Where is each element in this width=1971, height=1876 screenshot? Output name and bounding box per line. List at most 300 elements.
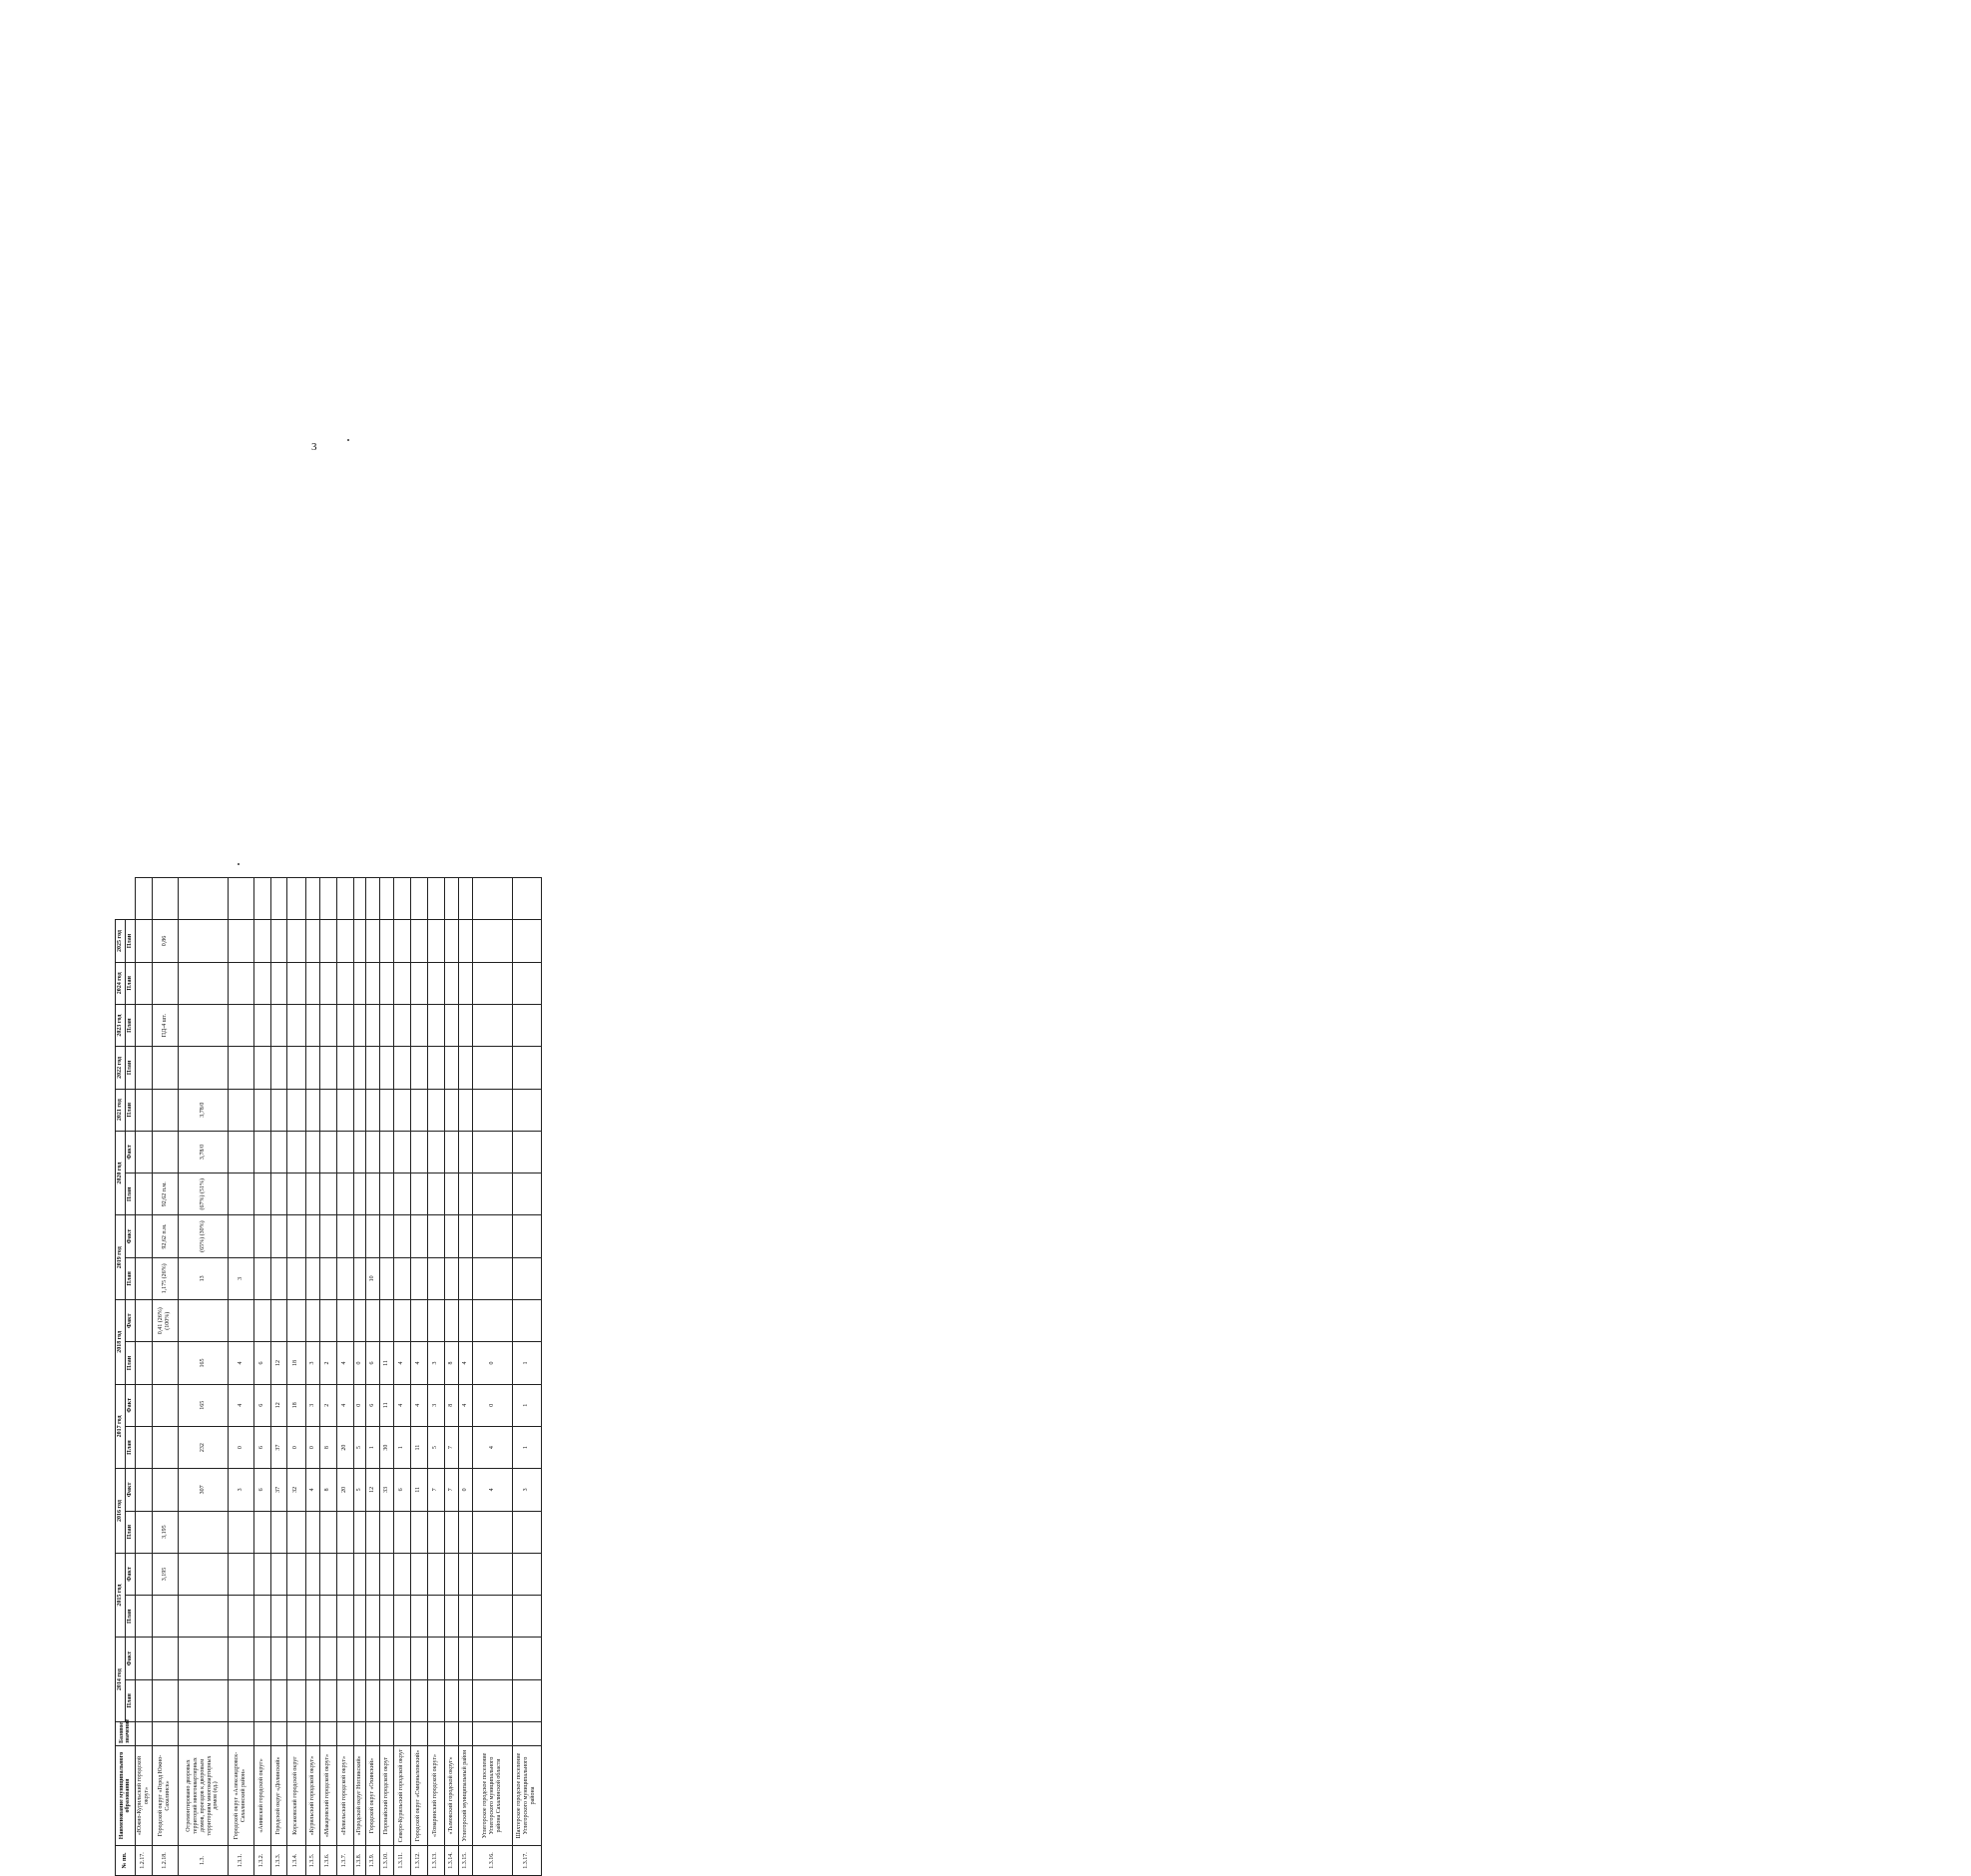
table-cell — [410, 962, 427, 1004]
table-cell — [336, 1638, 353, 1679]
table-cell: 12 — [365, 1469, 379, 1511]
row-name: Городской округ «Смирныховский» — [410, 1746, 427, 1846]
table-cell — [336, 1173, 353, 1215]
table-cell — [458, 1511, 472, 1553]
table-cell — [270, 1638, 286, 1679]
table-cell — [444, 962, 458, 1004]
table-cell — [135, 878, 152, 920]
table-cell — [393, 1004, 410, 1046]
table-cell — [365, 1679, 379, 1721]
row-number: 1.3.3. — [270, 1846, 286, 1876]
table-cell — [135, 1004, 152, 1046]
table-cell — [444, 1004, 458, 1046]
table-cell — [135, 920, 152, 962]
table-cell — [379, 1215, 393, 1257]
table-cell: 4 — [410, 1342, 427, 1384]
table-cell — [305, 1679, 319, 1721]
table-cell — [178, 1004, 228, 1046]
table-cell — [410, 1722, 427, 1746]
header-year: 2023 год — [116, 1004, 126, 1046]
table-cell — [393, 962, 410, 1004]
table-cell — [135, 1257, 152, 1299]
table-cell — [135, 1089, 152, 1131]
table-cell — [286, 1131, 305, 1172]
table-cell: 5 — [353, 1469, 365, 1511]
table-cell: 307 — [178, 1469, 228, 1511]
header-plan: План — [125, 1173, 135, 1215]
table-cell — [305, 1300, 319, 1342]
table-cell: (65%) (30%) — [178, 1215, 228, 1257]
table-cell — [270, 1089, 286, 1131]
table-cell — [427, 962, 444, 1004]
table-cell — [336, 1511, 353, 1553]
table-row — [472, 878, 512, 1876]
table-cell — [427, 1215, 444, 1257]
header-plan: План — [125, 1426, 135, 1468]
header-year: 2017 год — [116, 1384, 126, 1469]
table-cell — [135, 1426, 152, 1468]
table-cell — [427, 1047, 444, 1089]
row-number: 1.3.13. — [427, 1846, 444, 1876]
table-cell — [410, 1511, 427, 1553]
table-cell — [353, 1257, 365, 1299]
row-number: 1.3.9. — [365, 1846, 379, 1876]
row-number: 1.3.16. — [472, 1846, 512, 1876]
table-cell — [253, 962, 270, 1004]
table-cell — [393, 878, 410, 920]
table-cell — [512, 1300, 541, 1342]
table-cell: 8 — [319, 1469, 336, 1511]
table-cell: 4 — [472, 1426, 512, 1468]
table-cell — [305, 1089, 319, 1131]
table-row — [365, 878, 379, 1876]
table-cell — [286, 1215, 305, 1257]
table-cell: ПД-4 шт. — [152, 1004, 178, 1046]
table-cell: 10 — [365, 1257, 379, 1299]
table-cell — [458, 1553, 472, 1595]
table-cell — [353, 1638, 365, 1679]
table-cell — [152, 1342, 178, 1384]
header-year: 2014 год — [116, 1638, 126, 1722]
table-cell — [458, 1173, 472, 1215]
table-cell — [270, 1596, 286, 1638]
row-name: «Городской округ Ногликский» — [353, 1746, 365, 1846]
table-cell — [178, 1722, 228, 1746]
table-cell — [286, 1047, 305, 1089]
table-cell — [270, 1300, 286, 1342]
table-cell — [270, 878, 286, 920]
table-cell: 4 — [228, 1342, 253, 1384]
table-cell — [393, 1173, 410, 1215]
table-cell — [228, 1004, 253, 1046]
table-cell — [353, 1553, 365, 1595]
table-cell — [228, 878, 253, 920]
table-cell — [152, 1679, 178, 1721]
table-cell — [512, 920, 541, 962]
table-cell — [305, 1596, 319, 1638]
table-cell — [228, 1215, 253, 1257]
table-cell — [512, 1047, 541, 1089]
table-cell — [286, 1722, 305, 1746]
table-cell — [353, 1131, 365, 1172]
table-cell — [444, 1722, 458, 1746]
table-cell — [253, 1257, 270, 1299]
table-cell — [379, 962, 393, 1004]
table-cell — [472, 1596, 512, 1638]
table-cell — [319, 1638, 336, 1679]
table-cell — [512, 1004, 541, 1046]
table-cell — [410, 1004, 427, 1046]
table-cell — [319, 1553, 336, 1595]
row-number: 1.3.8. — [353, 1846, 365, 1876]
table-cell — [270, 1004, 286, 1046]
table-row — [410, 878, 427, 1876]
table-cell — [410, 1131, 427, 1172]
table-cell — [253, 1511, 270, 1553]
table-cell — [393, 1553, 410, 1595]
table-row — [353, 878, 365, 1876]
table-cell — [286, 1553, 305, 1595]
table-cell — [336, 1215, 353, 1257]
row-number: 1.3.5. — [305, 1846, 319, 1876]
table-cell — [427, 1300, 444, 1342]
table-cell — [286, 1089, 305, 1131]
table-cell — [253, 1131, 270, 1172]
table-cell — [410, 1047, 427, 1089]
table-cell: 3 — [305, 1342, 319, 1384]
table-cell — [458, 1722, 472, 1746]
table-cell — [228, 920, 253, 962]
table-cell — [458, 1257, 472, 1299]
table-cell — [410, 1679, 427, 1721]
table-cell — [458, 1300, 472, 1342]
table-cell — [305, 1004, 319, 1046]
table-cell — [135, 1638, 152, 1679]
table-cell: 11 — [410, 1426, 427, 1468]
table-row — [178, 878, 228, 1876]
table-cell — [365, 1047, 379, 1089]
table-cell — [228, 1596, 253, 1638]
table-cell — [393, 1089, 410, 1131]
table-cell — [178, 1553, 228, 1595]
table-cell — [270, 1173, 286, 1215]
table-cell — [178, 1047, 228, 1089]
table-cell — [319, 1679, 336, 1721]
table-cell — [410, 1553, 427, 1595]
row-number: 1.3.1. — [228, 1846, 253, 1876]
table-cell — [135, 1131, 152, 1172]
table-cell — [427, 1679, 444, 1721]
table-cell — [253, 1638, 270, 1679]
table-cell — [444, 920, 458, 962]
table-cell — [512, 1553, 541, 1595]
table-cell — [427, 1131, 444, 1172]
table-cell: 6 — [393, 1469, 410, 1511]
table-cell — [365, 1004, 379, 1046]
table-cell — [319, 1596, 336, 1638]
table-row — [135, 878, 152, 1876]
header-fact: Факт — [125, 1469, 135, 1511]
table-cell — [228, 1300, 253, 1342]
table-cell — [365, 920, 379, 962]
table-cell — [512, 1257, 541, 1299]
header-year: 2022 год — [116, 1047, 126, 1089]
row-number: 1.3.15. — [458, 1846, 472, 1876]
table-cell — [410, 878, 427, 920]
table-cell — [365, 1596, 379, 1638]
table-cell — [305, 1131, 319, 1172]
table-cell — [444, 1511, 458, 1553]
table-cell: 4 — [472, 1469, 512, 1511]
table-cell — [393, 1722, 410, 1746]
table-cell: 92,62 п.м. — [152, 1173, 178, 1215]
table-cell — [458, 878, 472, 920]
table-cell: 3 — [228, 1257, 253, 1299]
table-cell — [458, 1638, 472, 1679]
table-cell — [353, 1596, 365, 1638]
header-row-years — [116, 878, 126, 1876]
row-name: «Макаровский городской округ» — [319, 1746, 336, 1846]
table-cell — [178, 920, 228, 962]
table-cell — [336, 1004, 353, 1046]
table-cell — [410, 920, 427, 962]
table-row — [305, 878, 319, 1876]
header-plan: План — [125, 1004, 135, 1046]
table-cell — [305, 1722, 319, 1746]
table-cell — [253, 1004, 270, 1046]
table-cell — [393, 920, 410, 962]
table-cell — [286, 1257, 305, 1299]
table-cell: 0,41 (26%) (100%) — [152, 1300, 178, 1342]
table-cell: 4 — [393, 1384, 410, 1426]
table-cell — [393, 1638, 410, 1679]
table-cell — [393, 1300, 410, 1342]
table-cell — [152, 1131, 178, 1172]
table-cell — [472, 1511, 512, 1553]
table-cell — [286, 1638, 305, 1679]
header-fact: Факт — [125, 1384, 135, 1426]
table-cell — [353, 878, 365, 920]
table-cell — [135, 1511, 152, 1553]
table-cell — [270, 920, 286, 962]
row-number: 1.3.12. — [410, 1846, 427, 1876]
rotated-table-wrapper — [115, 20, 1971, 1869]
table-cell: 4 — [228, 1384, 253, 1426]
table-cell — [444, 1089, 458, 1131]
table-cell: 4 — [336, 1342, 353, 1384]
table-cell — [410, 1300, 427, 1342]
table-cell: 0 — [472, 1342, 512, 1384]
table-cell — [353, 1215, 365, 1257]
row-name: «Курильский городской округ» — [305, 1746, 319, 1846]
table-cell — [472, 1047, 512, 1089]
table-cell — [444, 1131, 458, 1172]
table-cell — [379, 920, 393, 962]
table-cell — [472, 962, 512, 1004]
table-cell: 6 — [253, 1342, 270, 1384]
table-cell — [512, 1173, 541, 1215]
table-cell — [305, 1215, 319, 1257]
table-cell — [270, 1215, 286, 1257]
table-cell — [458, 1131, 472, 1172]
table-cell: 3,78/0 — [178, 1131, 228, 1172]
table-cell — [353, 1004, 365, 1046]
table-cell — [336, 1722, 353, 1746]
table-cell — [472, 1089, 512, 1131]
table-cell — [336, 1257, 353, 1299]
table-cell — [472, 1131, 512, 1172]
table-cell — [393, 1131, 410, 1172]
row-name: Поронайский городской округ — [379, 1746, 393, 1846]
table-cell — [305, 962, 319, 1004]
table-cell — [178, 878, 228, 920]
header-fact: Факт — [125, 1300, 135, 1342]
table-cell: 232 — [178, 1426, 228, 1468]
table-row — [253, 878, 270, 1876]
row-name: Городской округ «Долинский» — [270, 1746, 286, 1846]
table-cell — [152, 1596, 178, 1638]
table-cell: 0 — [305, 1426, 319, 1468]
table-cell — [228, 1679, 253, 1721]
table-cell — [228, 1131, 253, 1172]
table-cell — [379, 1131, 393, 1172]
table-cell — [365, 1511, 379, 1553]
table-cell — [270, 1553, 286, 1595]
table-cell: 37 — [270, 1469, 286, 1511]
table-cell — [427, 1511, 444, 1553]
table-cell — [365, 1089, 379, 1131]
table-cell — [286, 1679, 305, 1721]
table-cell — [365, 878, 379, 920]
table-cell: 2 — [319, 1384, 336, 1426]
table-cell — [270, 1722, 286, 1746]
table-cell — [393, 1596, 410, 1638]
table-cell — [393, 1679, 410, 1721]
table-cell: 32 — [286, 1469, 305, 1511]
table-cell — [228, 1511, 253, 1553]
header-plan: План — [125, 1089, 135, 1131]
table-cell — [270, 962, 286, 1004]
table-cell — [512, 1089, 541, 1131]
row-name: «Невельский городской округ» — [336, 1746, 353, 1846]
header-fact: Факт — [125, 1553, 135, 1595]
table-cell — [379, 1173, 393, 1215]
table-cell — [410, 1638, 427, 1679]
table-cell — [472, 1679, 512, 1721]
table-cell: 165 — [178, 1384, 228, 1426]
table-cell — [305, 878, 319, 920]
header-name: Наименование муниципального образования — [116, 1746, 136, 1846]
table-cell: 20 — [336, 1426, 353, 1468]
table-cell — [472, 878, 512, 920]
table-cell — [336, 1553, 353, 1595]
table-cell — [427, 1638, 444, 1679]
table-cell — [286, 962, 305, 1004]
table-cell — [319, 1257, 336, 1299]
data-table — [115, 877, 542, 1876]
table-cell — [353, 1511, 365, 1553]
header-num: № пп. — [116, 1846, 136, 1876]
table-cell: 0,86 — [152, 920, 178, 962]
table-cell — [319, 878, 336, 920]
table-cell — [512, 1131, 541, 1172]
table-cell: 7 — [444, 1469, 458, 1511]
header-fact: Факт — [125, 1638, 135, 1679]
header-year: 2019 год — [116, 1215, 126, 1300]
table-cell — [379, 1257, 393, 1299]
table-row — [427, 878, 444, 1876]
table-row — [270, 878, 286, 1876]
table-cell — [444, 1173, 458, 1215]
table-cell: 1 — [512, 1426, 541, 1468]
table-cell — [228, 1089, 253, 1131]
table-cell: 13 — [178, 1257, 228, 1299]
table-cell — [178, 1300, 228, 1342]
table-row — [458, 878, 472, 1876]
table-cell — [336, 1131, 353, 1172]
table-row — [379, 878, 393, 1876]
table-cell: 18 — [286, 1384, 305, 1426]
table-row — [512, 878, 541, 1876]
table-cell: 3 — [305, 1384, 319, 1426]
table-cell — [305, 1638, 319, 1679]
row-name: «Тымовский городской округ» — [444, 1746, 458, 1846]
table-cell — [410, 1089, 427, 1131]
table-cell: 0 — [353, 1342, 365, 1384]
header-year: 2018 год — [116, 1300, 126, 1385]
row-number: 1.3. — [178, 1846, 228, 1876]
table-cell: 33 — [379, 1469, 393, 1511]
table-cell: 165 — [178, 1342, 228, 1384]
table-cell — [319, 1215, 336, 1257]
table-cell — [270, 1511, 286, 1553]
table-cell — [305, 1511, 319, 1553]
table-cell — [353, 1679, 365, 1721]
table-cell — [444, 1553, 458, 1595]
table-cell — [228, 962, 253, 1004]
header-year: 2025 год — [116, 920, 126, 962]
table-cell — [379, 1553, 393, 1595]
table-cell — [410, 1596, 427, 1638]
table-cell — [270, 1131, 286, 1172]
table-cell — [427, 920, 444, 962]
table-cell — [444, 1596, 458, 1638]
table-cell — [458, 1215, 472, 1257]
row-name: Городской округ «Александровск-Сахалинский район» — [228, 1746, 253, 1846]
header-fact: Факт — [125, 1215, 135, 1257]
row-name: Углегорский муниципальный район — [458, 1746, 472, 1846]
table-cell — [135, 1553, 152, 1595]
table-cell — [427, 1722, 444, 1746]
table-cell — [319, 1089, 336, 1131]
table-cell — [152, 1384, 178, 1426]
table-cell — [365, 1215, 379, 1257]
table-cell — [152, 878, 178, 920]
table-cell — [353, 962, 365, 1004]
table-cell — [379, 1596, 393, 1638]
table-cell — [135, 1300, 152, 1342]
table-cell: 4 — [305, 1469, 319, 1511]
row-number: 1.2.17. — [135, 1846, 152, 1876]
table-cell — [253, 1047, 270, 1089]
table-cell — [336, 920, 353, 962]
table-cell — [135, 1722, 152, 1746]
table-cell — [512, 1596, 541, 1638]
table-cell: 0 — [286, 1426, 305, 1468]
table-cell: 11 — [379, 1342, 393, 1384]
header-plan: План — [125, 962, 135, 1004]
table-cell — [152, 1722, 178, 1746]
